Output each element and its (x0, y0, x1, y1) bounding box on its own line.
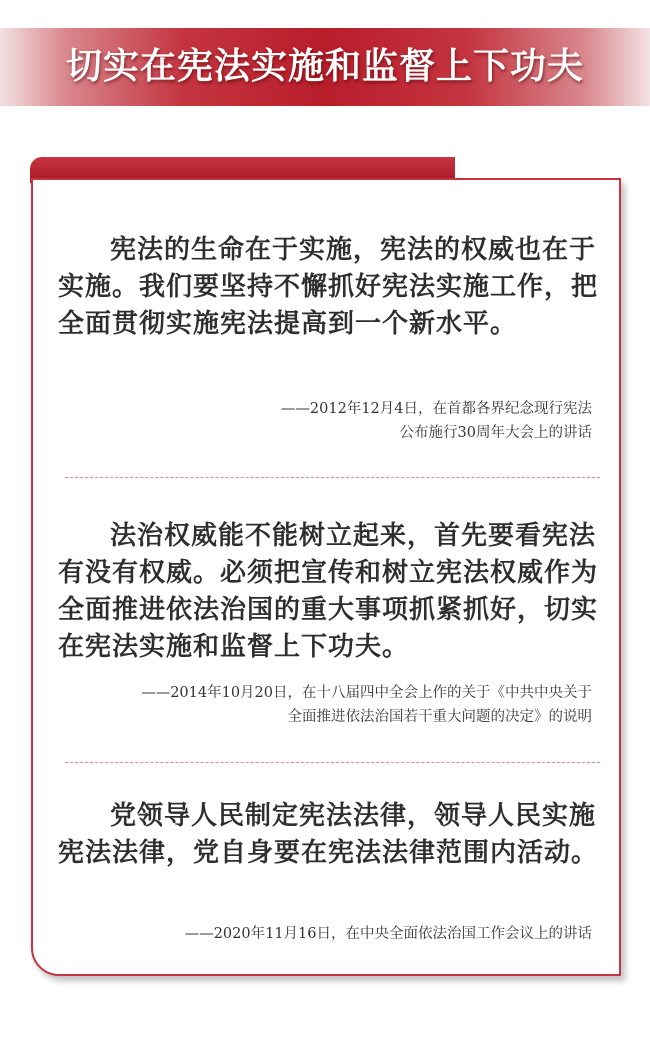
page-title: 切实在宪法实施和监督上下功夫 (65, 46, 584, 87)
divider-1 (65, 477, 600, 478)
divider-2 (65, 762, 600, 763)
quote-1-text: 宪法的生命在于实施，宪法的权威也在于实施。我们要坚持不懈抓好宪法实施工作，把全面贯彻实施宪法提高到一个新水平。 (58, 235, 599, 339)
quote-3-source-line1: ——2020年11月16日，在中央全面依法治国工作会议上的讲话 (184, 926, 592, 942)
title-banner (0, 28, 650, 106)
quote-3-text: 党领导人民制定宪法法律，领导人民实施宪法法律，党自身要在宪法法律范围内活动。 (58, 801, 599, 868)
quote-2-source-line1: ——2014年10月20日，在十八届四中全会上作的关于《中共中央关于 (141, 685, 592, 701)
quote-2-source-line2: 全面推进依法治国若干重大问题的决定》的说明 (287, 709, 592, 725)
quote-1-source-line1: ——2012年12月4日，在首都各界纪念现行宪法 (280, 401, 592, 417)
quote-1-source-line2: 公布施行30周年大会上的讲话 (399, 425, 592, 441)
quote-2-text: 法治权威能不能树立起来，首先要看宪法有没有权威。必须把宣传和树立宪法权威作为全面推进依法治国的重大事项抓紧抓好，切实在宪法实施和监督上下功夫。 (58, 521, 599, 662)
